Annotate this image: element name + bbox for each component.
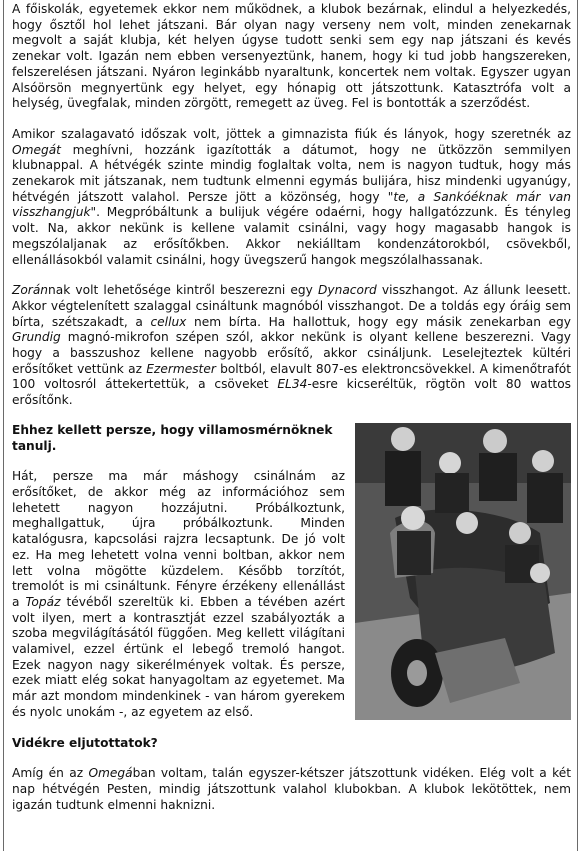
question-heading-countryside: Vidékre eljutottatok? — [12, 735, 158, 750]
band-name-italic: Omegát — [12, 142, 61, 157]
band-car-photo — [355, 423, 571, 720]
quote-italic: "te, a Sankóéknak már van visszhangjuk" — [12, 189, 571, 220]
paragraph-summer-clubs: A főiskolák, egyetemek ekkor nem működnek, a klubok bezárnak, elindul a helyezkedés, hogy ősztől hol lehet játszani. Bár olyan nagy verseny nem volt, minden zenekarnak megvolt a saját klubja, két helyen úgyse tudott senki sem egy nap játszani és kevés zenekar volt. Igazán nem ebben versenyeztünk, hanem, hogy ki tud jobb hangszereken, felszerelésen játszani. Nyáron leginkább nyaraltunk, koncertek nem voltak. Egyszer ugyan Alsóörsön megnyertünk egy helyet, egy hónapig ott játszottunk. Katasztrófa volt a helység, üvegfalak, minden zörgött, remegett az üveg. Fel is bontották a szerződést. — [12, 2, 571, 111]
photo-illustration — [355, 423, 571, 720]
question-heading-engineer: Ehhez kellett persze, hogy villamosmérnöknek tanulj. — [12, 422, 333, 453]
paragraph-echo-device: Zoránnak volt lehetősége kintről beszerezni egy Dynacord visszhangot. Az állunk leesett. Akkor végtelenített szalaggal csináltunk magnóból visszhangot. De a toldás egy óráig sem bírta, szétszakadt, a cellux nem bírta. Ha hallottuk, hogy egy másik zenekarban egy Grundig magnó-mikrofon szépen szól, akkor nekünk is olyant kellene beszerezni. Vagy hogy a basszushoz kellene nagyobb erősítő, akkor csináljunk. Leselejteztek kültéri erősítőket vettünk az Ezermester boltból, elavult 807-es elektroncsövekkel. A kimenőtrafót 100 voltosról áttekertettük, a csöveket EL34-esre kicseréltük, rögtön volt 80 wattos erősítőnk. — [12, 283, 572, 408]
article-page — [3, 0, 578, 851]
paragraph-countryside: Amíg én az Omegában voltam, talán egyszer-kétszer játszottunk vidéken. Elég volt a két nap hétvégén Pesten, mindig játszottunk valahol klubokban. A klubok lekötöttek, nem igazán tudtunk elmenni haknizni. — [12, 766, 572, 812]
paragraph-prom-season: Amikor szalagavató időszak volt, jöttek a gimnazista fiúk és lányok, hogy szeretnék az Omegát meghívni, hozzánk igazították a dátumot, hogy ne ütközzön semmilyen klubnappal. A hétvégék szinte mindig foglaltak volta, nem is nagyon tudtuk, hogy más zenekarok mit játszanak, nem tudtunk elmenni egymás bulijára, hisz mindenki ugyanúgy, hétvégén játszott valahol. Persze jött a közönség, hogy "te, a Sankóéknak már van visszhangjuk". Megpróbáltunk a bulijuk végére odaérni, hogy hallgatózzunk. És tényleg volt. Na, akkor nekünk is kellene valamit csinálni, vagy hogy magasabb hangok is megszólaljanak az erősítőkben. Akkor nekiálltam kondenzátorokból, csövekből, ellenállásokból valamit csinálni, hogy üvegszerű hangok megszólalhassanak. — [12, 126, 571, 267]
paragraph-amplifiers: Hát, persze ma már máshogy csinálnám az erősítőket, de akkor még az információhoz sem lehetett nagyon hozzájutni. Próbálkoztunk, meghallgattuk, újra próbálkoztunk. Minden katalógusra, kapcsolási rajzra lecsaptunk. De jó volt ez. Ha meg lehetett volna venni boltban, akkor nem lett volna mögötte küzdelem. Később torzítót, tremolót is mi csináltunk. Fényre érzékeny ellenállást a Topáz tévéből szereltük ki. Ebben a tévében azért volt ilyen, mert a kontrasztját ezzel szabályozták a szoba megvilágításától függően. Meg kellett világítani valamivel, ezzel értünk el lebegő tremoló hangot. Ezek nagyon nagy sikerélmények voltak. És persze, ezek miatt elég sokat hanyagoltam az egyetemet. Ma már azt mondom mindenkinek - van három gyerekem és nyolc unokám -, az egyetem az első. — [12, 469, 345, 719]
